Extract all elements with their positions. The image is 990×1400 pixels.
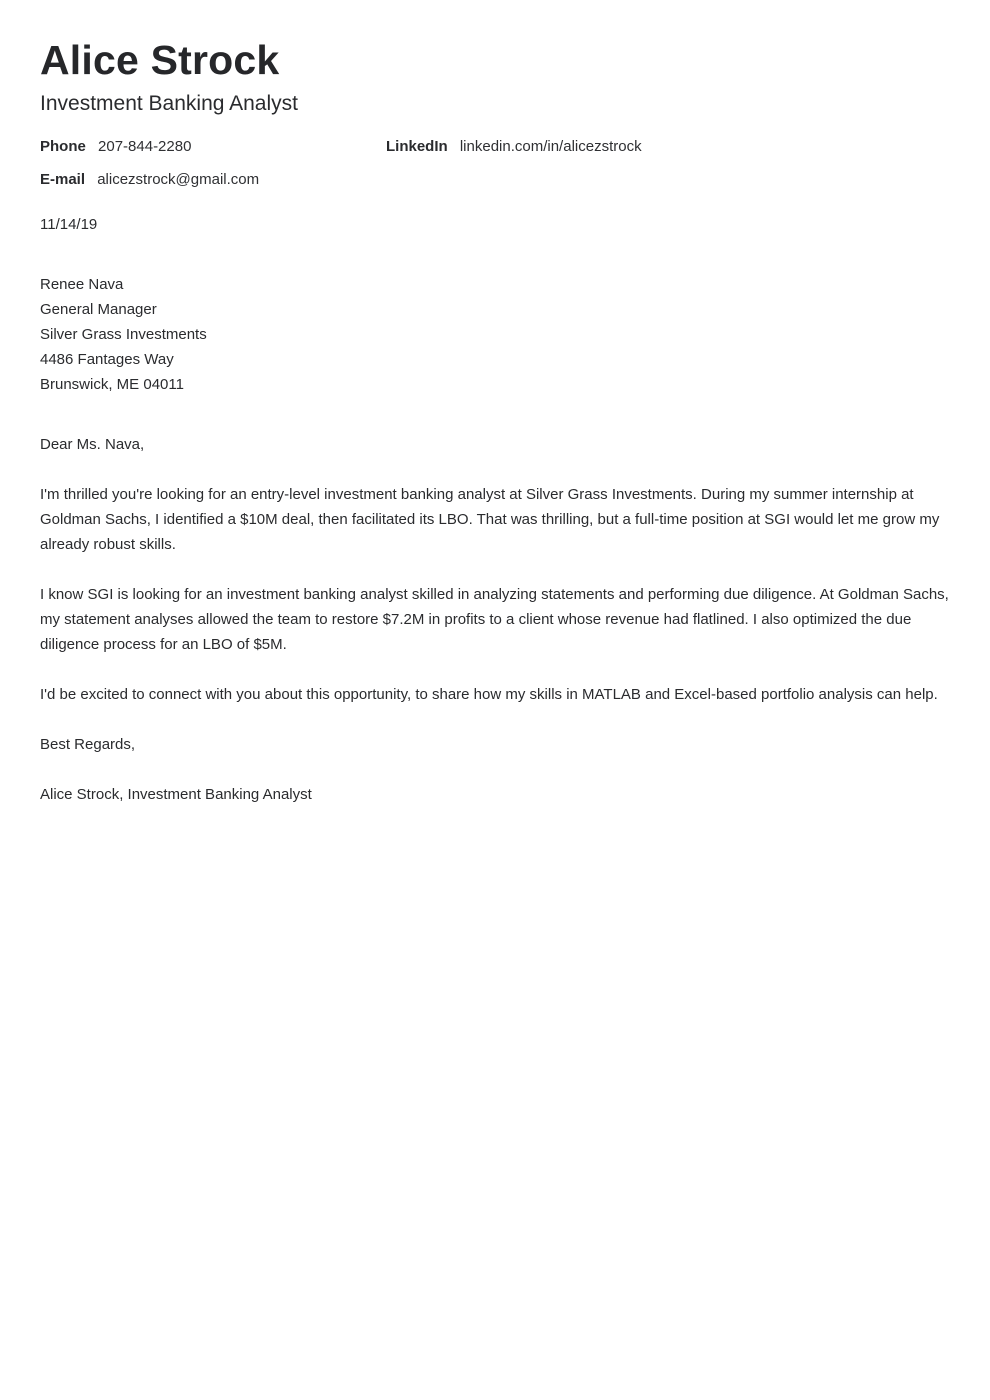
- recipient-company: Silver Grass Investments: [40, 326, 207, 343]
- phone-label: Phone: [40, 138, 86, 155]
- linkedin-label: LinkedIn: [386, 138, 448, 155]
- body-paragraph: I'm thrilled you're looking for an entry-level investment banking analyst at Silver Grass Investments. During my summer internship at Goldman Sachs, I identified a $10M deal, then facilitated its LBO. That was thrilling, but a full-time position at SGI would let me grow my already robust skills.: [40, 486, 940, 553]
- recipient-street: 4486 Fantages Way: [40, 351, 174, 368]
- phone-value[interactable]: 207-844-2280: [98, 138, 192, 155]
- body-paragraph: I know SGI is looking for an investment banking analyst skilled in analyzing statements and performing due diligence. At Goldman Sachs, my statement analyses allowed the team to restore $7.2M in profits to a client whose revenue had flatlined. I also optimized the due diligence process for an LBO of $5M.: [40, 586, 949, 653]
- applicant-name: Alice Strock: [40, 37, 280, 83]
- recipient-position: General Manager: [40, 301, 157, 318]
- salutation: Dear Ms. Nava,: [40, 436, 145, 453]
- letter-date: 11/14/19: [40, 216, 98, 233]
- body-paragraph: I'd be excited to connect with you about this opportunity, to share how my skills in MATLAB and Excel-based portfolio analysis can help.: [40, 686, 938, 703]
- email-label: E-mail: [40, 171, 86, 188]
- letter-body: [40, 432, 955, 832]
- applicant-job-title: Investment Banking Analyst: [40, 92, 298, 115]
- signature: Alice Strock, Investment Banking Analyst: [40, 786, 312, 803]
- email-link[interactable]: alicezstrock@gmail.com: [97, 171, 260, 188]
- recipient-city: Brunswick, ME 04011: [40, 376, 184, 393]
- closing: Best Regards,: [40, 736, 136, 753]
- contact-phone: [40, 137, 191, 157]
- contact-linkedin: [386, 137, 642, 157]
- linkedin-link[interactable]: linkedin.com/in/alicezstrock: [459, 138, 642, 155]
- contact-email: [40, 170, 259, 190]
- recipient-name: Renee Nava: [40, 276, 124, 293]
- recipient-block: [40, 272, 207, 397]
